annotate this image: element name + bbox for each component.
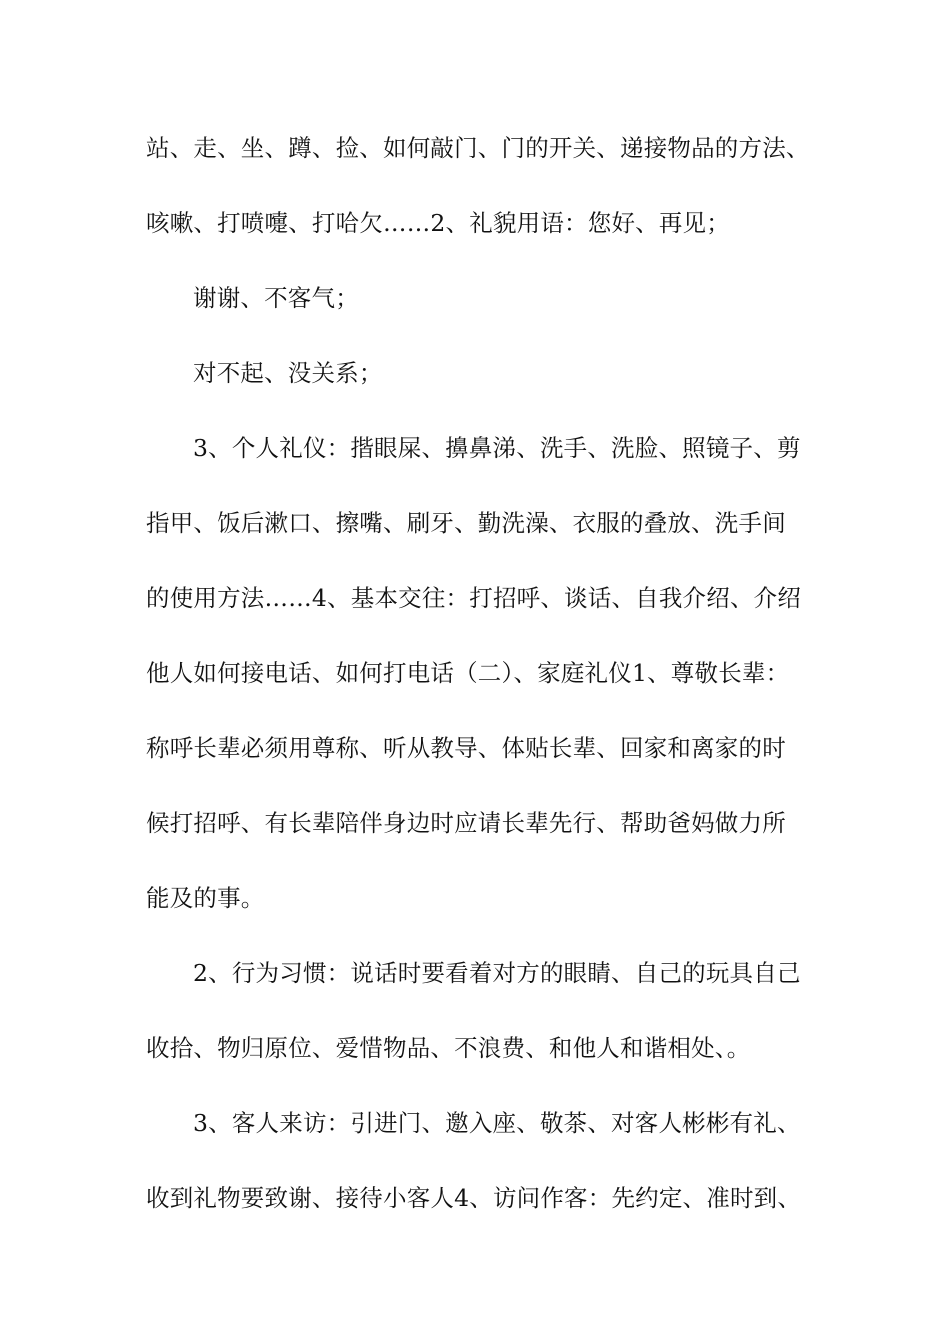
text-line: 候打招呼、有长辈陪伴身边时应请长辈先行、帮助爸妈做力所 (146, 809, 786, 837)
text-line: 的使用方法……4、基本交往：打招呼、谈话、自我介绍、介绍 (146, 584, 802, 612)
text-line: 他人如何接电话、如何打电话（二）、家庭礼仪1、尊敬长辈： (146, 659, 790, 687)
text-line: 3、个人礼仪：揩眼屎、擤鼻涕、洗手、洗脸、照镜子、剪 (193, 434, 801, 462)
text-line: 站、走、坐、蹲、捡、如何敲门、门的开关、递接物品的方法、 (146, 134, 810, 162)
text-line: 3、客人来访：引进门、邀入座、敬茶、对客人彬彬有礼、 (193, 1109, 801, 1137)
text-line: 对不起、没关系； (193, 359, 383, 387)
text-line: 收拾、物归原位、爱惜物品、不浪费、和他人和谐相处、。 (146, 1034, 751, 1062)
text-line: 咳嗽、打喷嚏、打哈欠……2、礼貌用语：您好、再见； (146, 209, 730, 237)
text-line: 收到礼物要致谢、接待小客人4、访问作客：先约定、准时到、 (146, 1184, 802, 1212)
text-line: 2、行为习惯：说话时要看着对方的眼睛、自己的玩具自己 (193, 959, 801, 987)
text-line: 称呼长辈必须用尊称、听从教导、体贴长辈、回家和离家的时 (146, 734, 786, 762)
text-line: 能及的事。 (146, 884, 265, 912)
text-line: 指甲、饭后漱口、擦嘴、刷牙、勤洗澡、衣服的叠放、洗手间 (146, 509, 786, 537)
text-line: 谢谢、不客气； (193, 284, 359, 312)
